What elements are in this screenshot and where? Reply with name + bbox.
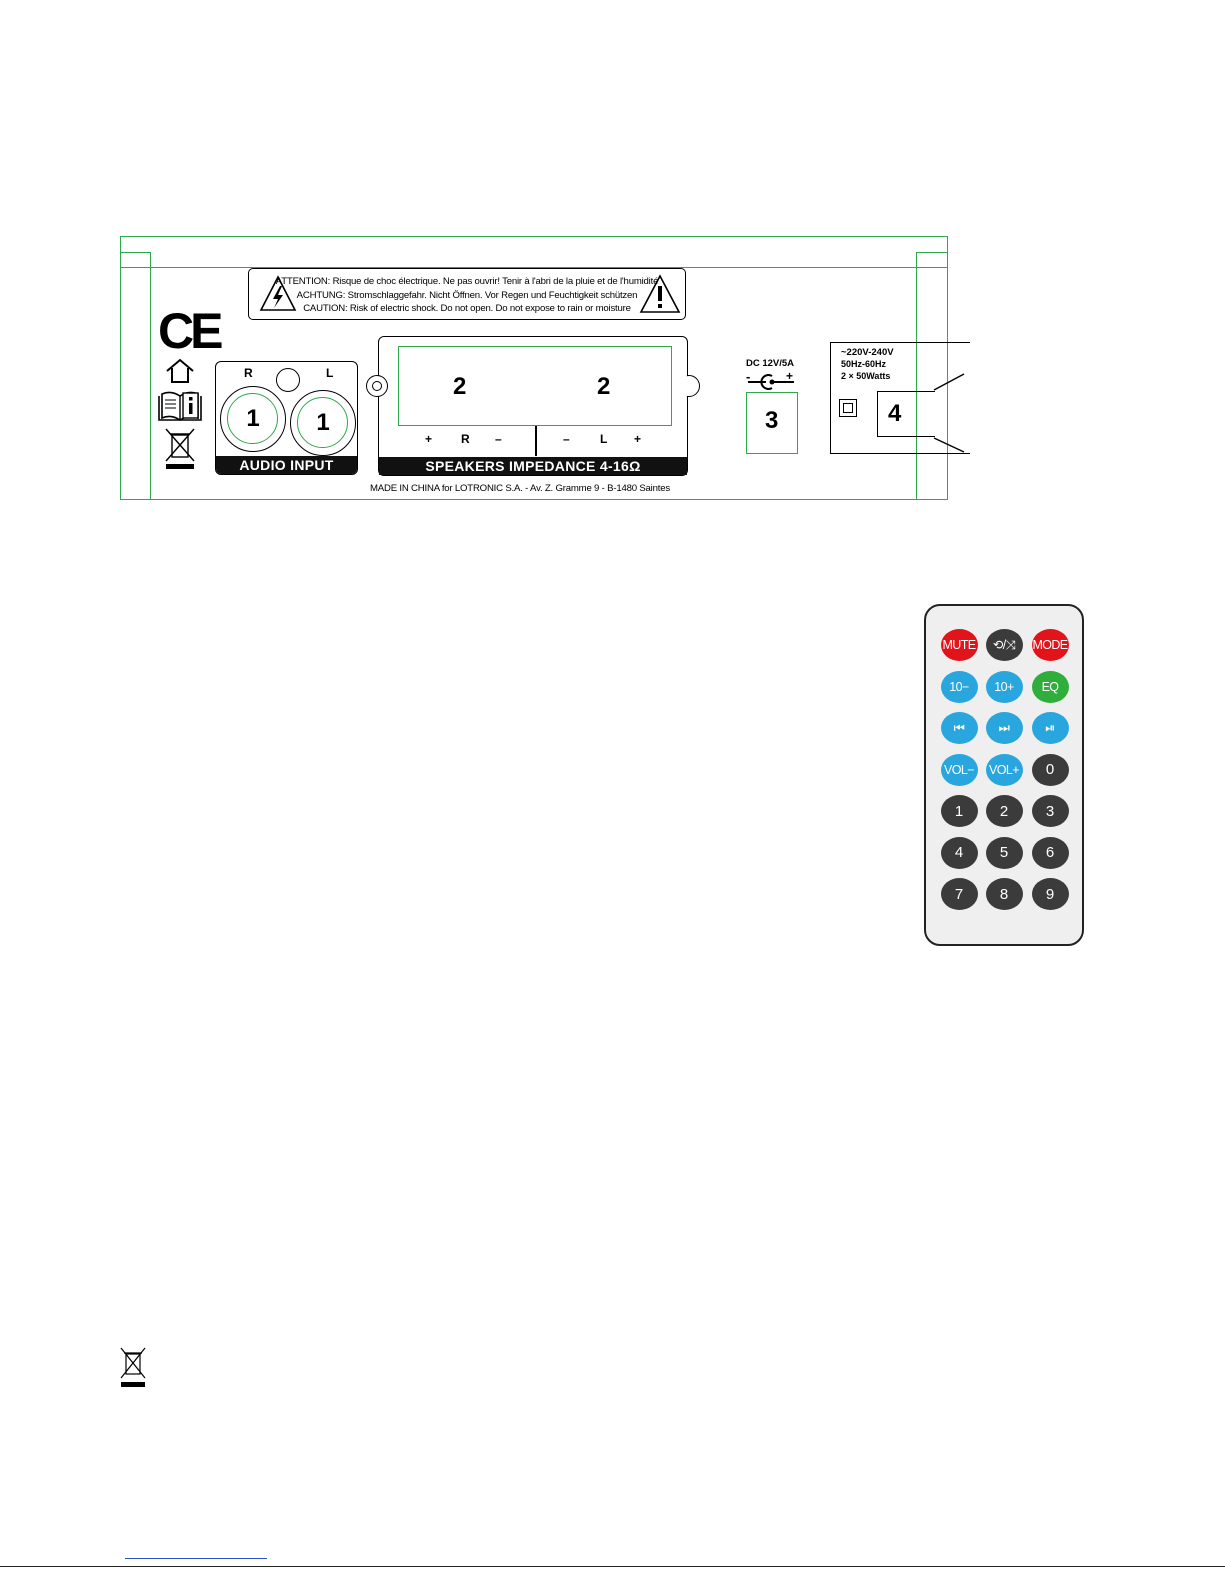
rca-jack-right — [220, 386, 286, 452]
remote-button[interactable]: 1 — [941, 795, 978, 827]
audio-channel-l: L — [326, 366, 334, 380]
speaker-right-number: 2 — [597, 373, 611, 400]
remote-button[interactable]: 8 — [986, 878, 1023, 910]
remote-button[interactable]: EQ — [1032, 671, 1069, 703]
warning-text-fr: ATTENTION: Risque de choc électrique. Ne pas ouvrir! Tenir à l'abri de la pluie et de l'humidité — [275, 276, 659, 287]
remote-button[interactable]: MUTE — [941, 629, 978, 661]
warning-text-de: ACHTUNG: Stromschlaggefahr. Nicht Öffnen. Vor Regen und Feuchtigkeit schützen — [296, 290, 638, 301]
speaker-terminal-block — [398, 346, 672, 426]
remote-button[interactable]: ⏯ — [1032, 712, 1069, 744]
remote-button[interactable]: ⏮ — [941, 712, 978, 744]
ac-cable-lines — [930, 372, 970, 454]
weee-bin-icon — [118, 1346, 148, 1390]
read-manual-icon — [156, 390, 204, 424]
crossed-out-bin-icon — [162, 427, 198, 471]
audio-input-label: AUDIO INPUT — [216, 456, 357, 474]
ce-mark: CE — [158, 303, 220, 359]
home-icon — [165, 358, 195, 384]
speaker-left-number: 2 — [453, 373, 467, 400]
warning-label — [248, 268, 686, 320]
speaker-terminal-r-plus: + — [425, 432, 433, 446]
speaker-mount-tab-left — [366, 375, 388, 397]
footer-rule — [0, 1566, 1225, 1567]
remote-button[interactable]: ⟲/⤨ — [986, 629, 1023, 661]
remote-button[interactable]: 6 — [1032, 837, 1069, 869]
panel-left-rail — [150, 252, 151, 500]
dc-number: 3 — [765, 407, 779, 434]
rca-jack-left — [290, 390, 356, 456]
remote-button[interactable]: 2 — [986, 795, 1023, 827]
remote-button[interactable]: MODE — [1032, 629, 1069, 661]
speaker-terminal-r-minus: – — [495, 432, 502, 446]
dc-polarity-icon — [746, 374, 796, 390]
remote-button[interactable]: ⏭ — [986, 712, 1023, 744]
remote-button[interactable]: 10− — [941, 671, 978, 703]
audio-input-panel — [215, 361, 358, 475]
ac-power: 2 × 50Watts — [841, 371, 891, 381]
speaker-divider — [535, 426, 537, 456]
panel-left-rail-cap — [120, 252, 150, 253]
remote-button[interactable]: 4 — [941, 837, 978, 869]
speaker-terminal-l-minus: – — [563, 432, 570, 446]
speaker-terminal-l: L — [600, 432, 608, 446]
remote-button[interactable]: 7 — [941, 878, 978, 910]
ac-socket — [877, 391, 935, 437]
remote-button[interactable]: VOL+ — [986, 754, 1023, 786]
speaker-terminal-l-plus: + — [634, 432, 642, 446]
speakers-impedance-label: SPEAKERS IMPEDANCE 4-16Ω — [379, 457, 687, 475]
double-insulation-icon — [839, 399, 857, 417]
remote-button[interactable]: 9 — [1032, 878, 1069, 910]
footer-link-underline[interactable] — [125, 1558, 267, 1559]
dc-plus: + — [786, 369, 794, 383]
audio-center-screw — [276, 368, 300, 392]
remote-button[interactable]: 5 — [986, 837, 1023, 869]
audio-channel-r: R — [244, 366, 253, 380]
remote-button[interactable]: 0 — [1032, 754, 1069, 786]
ac-number: 4 — [888, 400, 902, 427]
remote-button[interactable]: 3 — [1032, 795, 1069, 827]
rca-jack-right-number: 1 — [246, 405, 260, 432]
remote-button[interactable]: 10+ — [986, 671, 1023, 703]
warning-text-en: CAUTION: Risk of electric shock. Do not open. Do not expose to rain or moisture — [303, 303, 631, 314]
ac-frequency: 50Hz-60Hz — [841, 359, 887, 369]
dc-minus: - — [746, 369, 751, 384]
caution-exclamation-icon — [639, 274, 681, 314]
panel-right-rail-cap — [916, 252, 948, 253]
remote-button[interactable]: VOL− — [941, 754, 978, 786]
speaker-terminal-r: R — [461, 432, 470, 446]
rca-jack-left-number: 1 — [316, 409, 330, 436]
dc-rating: DC 12V/5A — [746, 358, 795, 369]
made-in-text: MADE IN CHINA for LOTRONIC S.A. - Av. Z. Gramme 9 - B-1480 Saintes — [370, 483, 670, 494]
ac-voltage: ~220V-240V — [841, 347, 894, 358]
dc-input-socket — [746, 392, 798, 454]
